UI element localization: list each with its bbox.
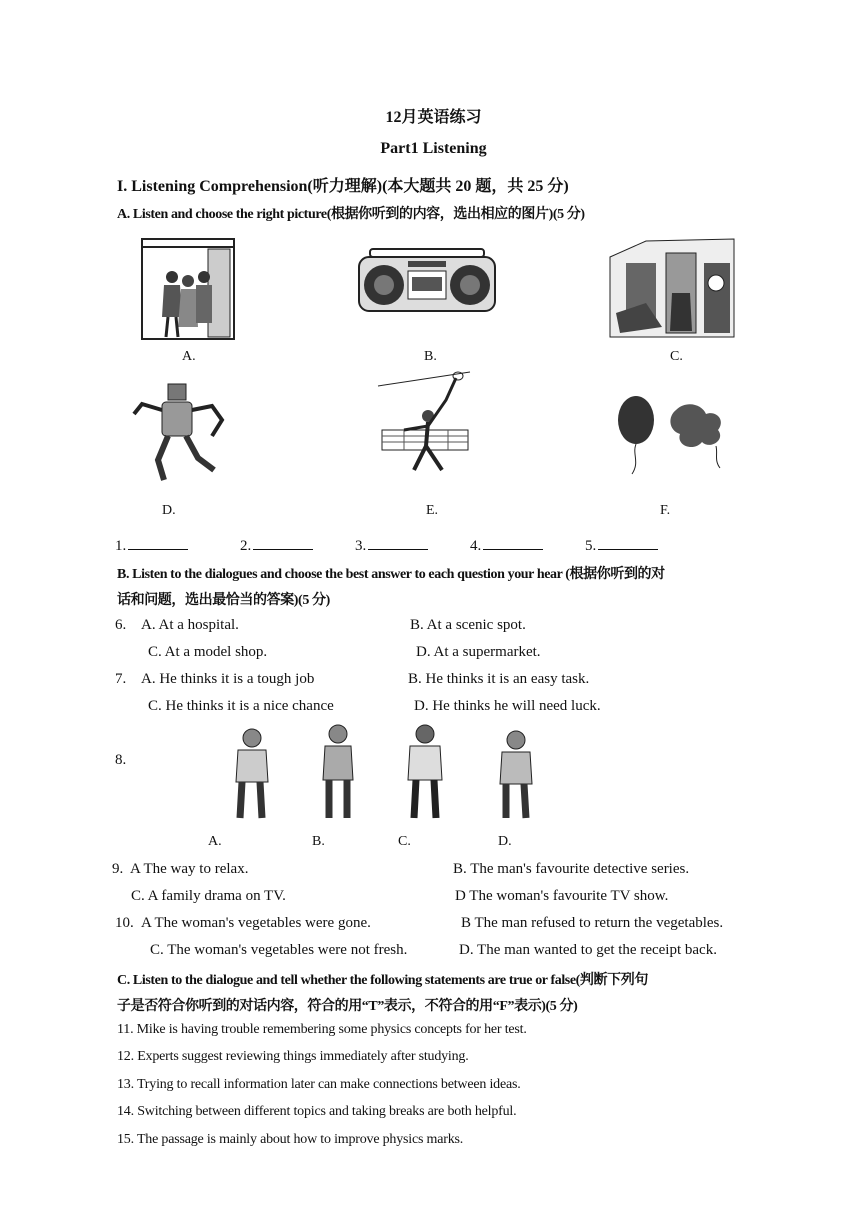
- q9-number: 9.: [112, 861, 124, 877]
- part-b-heading-line1: B. Listen to the dialogues and choose the best answer to each question your hear (根据你听到的对: [117, 567, 665, 582]
- q9-option-c[interactable]: C. A family drama on TV.: [131, 888, 286, 904]
- part-c-heading-line2: 子是否符合你听到的对话内容，符合的用“T”表示，不符合的用“F”表示)(5 分): [117, 999, 578, 1014]
- q8-label-a[interactable]: A.: [208, 834, 222, 849]
- q10-option-c[interactable]: C. The woman's vegetables were not fresh.: [150, 942, 408, 958]
- q7-option-c[interactable]: C. He thinks it is a nice chance: [148, 698, 334, 714]
- q10-option-b[interactable]: B The man refused to return the vegetables.: [461, 915, 724, 931]
- badminton-player-picture: [374, 370, 474, 488]
- section-heading: I. Listening Comprehension(听力理解)(本大题共 20 题，共 25 分): [117, 178, 569, 195]
- statement-11: 11. Mike is having trouble remembering some physics concepts for her test.: [117, 1022, 527, 1037]
- q9-option-d[interactable]: D The woman's favourite TV show.: [455, 888, 669, 904]
- q6-option-a[interactable]: A. At a hospital.: [141, 617, 239, 633]
- q8-label-d[interactable]: D.: [498, 834, 512, 849]
- statement-12: 12. Experts suggest reviewing things immediately after studying.: [117, 1049, 469, 1064]
- part-title: Part1 Listening: [380, 140, 487, 157]
- picture-label-e: E.: [426, 503, 439, 518]
- statement-15: 15. The passage is mainly about how to improve physics marks.: [117, 1132, 464, 1147]
- q9-option-b[interactable]: B. The man's favourite detective series.: [453, 861, 690, 877]
- picture-label-a: A.: [182, 349, 196, 364]
- page-title: 12月英语练习: [385, 109, 482, 126]
- radio-cassette-picture: [356, 245, 498, 315]
- statement-13: 13. Trying to recall information later can make connections between ideas.: [117, 1077, 521, 1092]
- q6-option-b[interactable]: B. At a scenic spot.: [410, 617, 526, 633]
- q8-number: 8.: [115, 752, 127, 768]
- q7-option-a[interactable]: A. He thinks it is a tough job: [141, 671, 315, 687]
- picture-label-c: C.: [670, 349, 683, 364]
- man-figure-a-picture: [226, 726, 276, 822]
- q6-number: 6.: [115, 617, 127, 633]
- picture-label-f: F.: [660, 503, 671, 518]
- part-a-heading: A. Listen and choose the right picture(根据你听到的内容，选出相应的图片)(5 分): [117, 207, 585, 222]
- picture-label-b: B.: [424, 349, 437, 364]
- statement-14: 14. Switching between different topics and taking breaks are both helpful.: [117, 1104, 517, 1119]
- q7-option-b[interactable]: B. He thinks it is an easy task.: [408, 671, 590, 687]
- part-c-heading-line1: C. Listen to the dialogue and tell whether the following statements are true or false(判断下列句: [117, 973, 648, 988]
- q10-option-d[interactable]: D. The man wanted to get the receipt back.: [459, 942, 717, 958]
- answer-blank-3[interactable]: 3.: [355, 535, 428, 555]
- q10-number: 10.: [115, 915, 134, 931]
- q6-option-d[interactable]: D. At a supermarket.: [416, 644, 541, 660]
- q6-option-c[interactable]: C. At a model shop.: [148, 644, 268, 660]
- answer-blank-1[interactable]: 1.: [115, 535, 188, 555]
- part-b-heading-line2: 话和问题，选出最恰当的答案)(5 分): [117, 593, 330, 608]
- man-figure-b-picture: [313, 722, 363, 822]
- picture-label-d: D.: [162, 503, 176, 518]
- q9-option-a[interactable]: A The way to relax.: [130, 861, 249, 877]
- street-scene-picture: [606, 233, 736, 343]
- q7-number: 7.: [115, 671, 127, 687]
- answer-blank-4[interactable]: 4.: [470, 535, 543, 555]
- q7-option-d[interactable]: D. He thinks he will need luck.: [414, 698, 601, 714]
- q10-option-a[interactable]: A The woman's vegetables were gone.: [141, 915, 371, 931]
- robot-picture: [128, 380, 228, 490]
- man-figure-c-picture: [400, 722, 450, 822]
- man-figure-d-picture: [492, 728, 542, 822]
- people-at-doorway-picture: [138, 237, 238, 342]
- answer-blank-2[interactable]: 2.: [240, 535, 313, 555]
- answer-blank-5[interactable]: 5.: [585, 535, 658, 555]
- q8-label-b[interactable]: B.: [312, 834, 325, 849]
- q8-label-c[interactable]: C.: [398, 834, 411, 849]
- balloon-picture: [606, 390, 736, 480]
